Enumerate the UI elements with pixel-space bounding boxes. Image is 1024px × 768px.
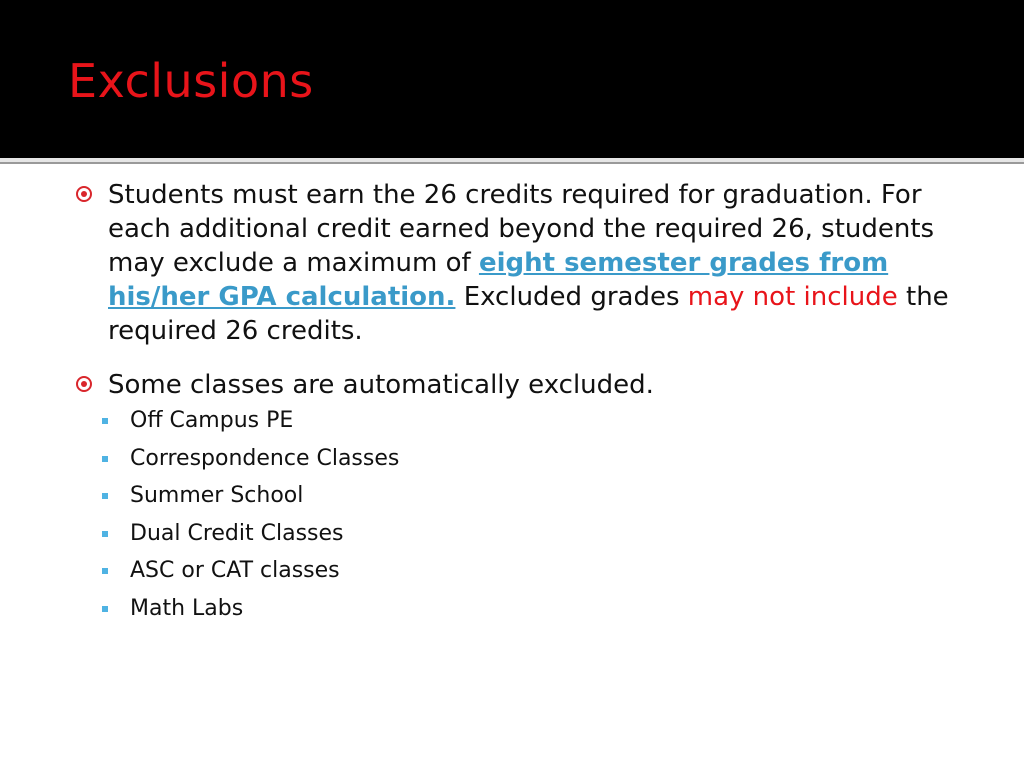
list-item: [72, 440, 972, 478]
square-bullet-icon: [102, 418, 108, 424]
list-item-label: Math Labs: [130, 595, 244, 621]
slide-title: Exclusions: [68, 54, 314, 108]
list-item: [72, 552, 972, 590]
square-bullet-icon: [102, 568, 108, 574]
list-item-label: Off Campus PE: [130, 408, 294, 433]
gpa-calculation-link[interactable]: eight semester grades from his/her GPA calculation.: [108, 248, 889, 312]
list-item: [72, 477, 972, 515]
list-item-label: Summer School: [130, 483, 304, 508]
list-item-label: Dual Credit Classes: [130, 520, 344, 546]
circle-dot-bullet-icon: [76, 376, 92, 392]
bullet-credits-exclusion: [72, 178, 972, 348]
emphasis-text: may not include: [687, 282, 898, 312]
square-bullet-icon: [102, 456, 108, 462]
circle-dot-bullet-icon: [76, 186, 92, 202]
square-bullet-icon: [102, 606, 108, 612]
list-item: [72, 402, 972, 440]
list-item: [72, 590, 972, 628]
square-bullet-icon: [102, 493, 108, 499]
bullet-text-part-3: the required 26 credits.: [108, 282, 949, 346]
title-divider-shadow: [0, 162, 1024, 164]
slide-content: [72, 178, 972, 627]
bullet-text: Some classes are automatically excluded.: [108, 370, 654, 400]
bullet-text-part-2: Excluded grades: [455, 282, 688, 312]
list-item-label: ASC or CAT classes: [130, 558, 340, 583]
excluded-classes-list: [72, 402, 972, 627]
square-bullet-icon: [102, 531, 108, 537]
list-item-label: Correspondence Classes: [130, 445, 400, 471]
bullet-automatic-exclusions: [72, 368, 972, 402]
list-item: [72, 515, 972, 553]
bullet-text-part-1: Students must earn the 26 credits required for graduation. For each additional credit earned beyond the required 26, students may exclude a maximum of: [108, 180, 935, 278]
